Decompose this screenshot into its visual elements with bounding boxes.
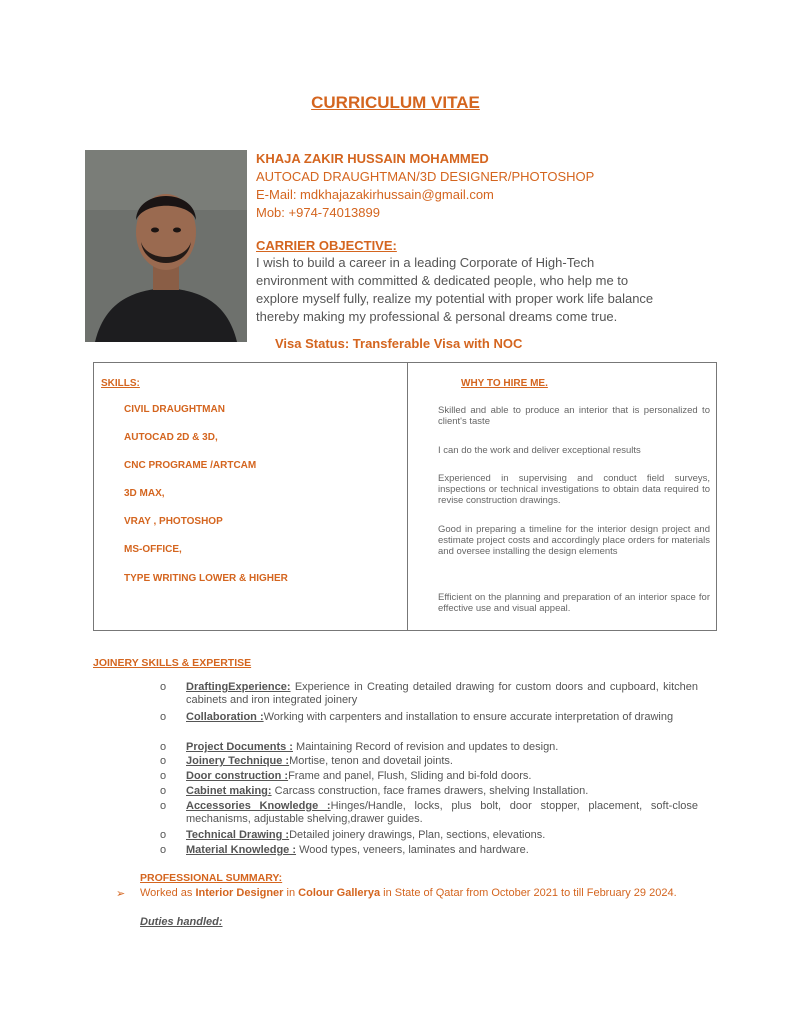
objective-line: thereby making my professional & personal dreams come true. xyxy=(256,309,618,324)
page-title: CURRICULUM VITAE xyxy=(311,93,480,112)
joinery-item xyxy=(160,800,700,828)
joinery-item xyxy=(160,785,700,799)
why-hire-item: Good in preparing a timeline for the interior design project and estimate project costs and accordingly place orders for materials and oversee installing the design elements xyxy=(438,524,710,557)
joinery-item-text: Hinges/Handle, locks, plus bolt, door stopper, placement, soft-close mechanisms, adjustable shelving,drawer guides. xyxy=(186,800,698,825)
why-hire-item: Efficient on the planning and preparation of an interior space for effective use and visual appeal. xyxy=(438,592,710,614)
objective-line: environment with committed & dedicated people, who help me to xyxy=(256,273,629,288)
bullet: o xyxy=(160,829,167,841)
joinery-item-text: Frame and panel, Flush, Sliding and bi-fold doors. xyxy=(288,770,532,782)
work-mid: in xyxy=(283,887,299,899)
skill-item: MS-OFFICE, xyxy=(124,544,182,555)
joinery-item xyxy=(160,844,700,858)
profile-photo xyxy=(85,150,247,342)
bullet: o xyxy=(160,755,167,767)
candidate-email: E-Mail: mdkhajazakirhussain@gmail.com xyxy=(256,187,494,202)
skill-item: VRAY , PHOTOSHOP xyxy=(124,516,223,527)
joinery-item xyxy=(160,755,700,769)
joinery-item-label: Accessories Knowledge : xyxy=(186,800,331,812)
joinery-item-text: Carcass construction, face frames drawers, shelving Installation. xyxy=(271,785,589,797)
joinery-item-text: Maintaining Record of revision and updates to design. xyxy=(292,741,559,753)
joinery-item-label: Project Documents : xyxy=(186,741,293,753)
professional-summary-heading: PROFESSIONAL SUMMARY: xyxy=(140,872,283,884)
bullet: o xyxy=(160,741,167,753)
table-divider xyxy=(407,362,408,630)
joinery-item xyxy=(160,711,700,739)
candidate-mobile: Mob: +974-74013899 xyxy=(256,205,380,220)
bullet: o xyxy=(160,785,167,797)
work-company: Colour Gallerya xyxy=(298,887,381,899)
joinery-item-text: Experience in Creating detailed drawing for custom doors and cupboard, kitchen cabinets and iron integrated joinery xyxy=(186,681,698,706)
joinery-item-label: Door construction : xyxy=(186,770,289,782)
joinery-item-label: Cabinet making: xyxy=(186,785,272,797)
skill-item: 3D MAX, xyxy=(124,488,165,499)
joinery-item xyxy=(160,829,700,843)
arrow-bullet-icon: ➢ xyxy=(116,888,126,900)
joinery-item-label: Technical Drawing : xyxy=(186,829,290,841)
why-hire-item: Experienced in supervising and conduct field surveys, inspections or technical investigations to obtain data required to revise construction drawings. xyxy=(438,473,710,506)
joinery-item-label: Joinery Technique : xyxy=(186,755,290,767)
joinery-item-text: Detailed joinery drawings, Plan, sections, elevations. xyxy=(289,829,546,841)
bullet: o xyxy=(160,681,167,693)
objective-line: I wish to build a career in a leading Corporate of High-Tech xyxy=(256,255,595,270)
candidate-name: KHAJA ZAKIR HUSSAIN MOHAMMED xyxy=(256,151,489,166)
joinery-item-text: Working with carpenters and installation to ensure accurate interpretation of drawing xyxy=(263,711,674,723)
bullet: o xyxy=(160,800,167,812)
joinery-item-label: DraftingExperience: xyxy=(186,681,291,693)
joinery-item xyxy=(160,741,700,755)
person-portrait-image xyxy=(85,150,247,342)
joinery-item-text: Wood types, veneers, laminates and hardware. xyxy=(296,844,529,856)
joinery-item xyxy=(160,770,700,784)
skills-heading: SKILLS: xyxy=(101,378,140,389)
joinery-heading: JOINERY SKILLS & EXPERTISE xyxy=(93,657,252,669)
joinery-item-text: Mortise, tenon and dovetail joints. xyxy=(289,755,453,767)
bullet: o xyxy=(160,711,167,723)
objective-heading: CARRIER OBJECTIVE: xyxy=(256,238,397,253)
work-suffix: in State of Qatar from October 2021 to till February 29 2024. xyxy=(380,887,677,899)
bullet: o xyxy=(160,844,167,856)
objective-text xyxy=(256,254,706,326)
skill-item: AUTOCAD 2D & 3D, xyxy=(124,432,218,443)
work-prefix: Worked as xyxy=(140,887,196,899)
joinery-item xyxy=(160,681,700,709)
objective-line: explore myself fully, realize my potential with proper work life balance xyxy=(256,291,654,306)
joinery-item-label: Collaboration : xyxy=(186,711,264,723)
skill-item: TYPE WRITING LOWER & HIGHER xyxy=(124,573,288,584)
work-role: Interior Designer xyxy=(195,887,284,899)
work-experience xyxy=(140,886,698,900)
why-hire-item: I can do the work and deliver exceptional results xyxy=(438,445,641,456)
visa-status: Visa Status: Transferable Visa with NOC xyxy=(275,336,523,351)
bullet: o xyxy=(160,770,167,782)
skill-item: CIVIL DRAUGHTMAN xyxy=(124,404,225,415)
candidate-role: AUTOCAD DRAUGHTMAN/3D DESIGNER/PHOTOSHOP xyxy=(256,169,595,184)
why-hire-item: Skilled and able to produce an interior that is personalized to client's taste xyxy=(438,405,710,427)
why-hire-heading: WHY TO HIRE ME. xyxy=(461,378,548,389)
duties-heading: Duties handled: xyxy=(140,916,223,928)
skill-item: CNC PROGRAME /ARTCAM xyxy=(124,460,257,471)
joinery-item-label: Material Knowledge : xyxy=(186,844,297,856)
